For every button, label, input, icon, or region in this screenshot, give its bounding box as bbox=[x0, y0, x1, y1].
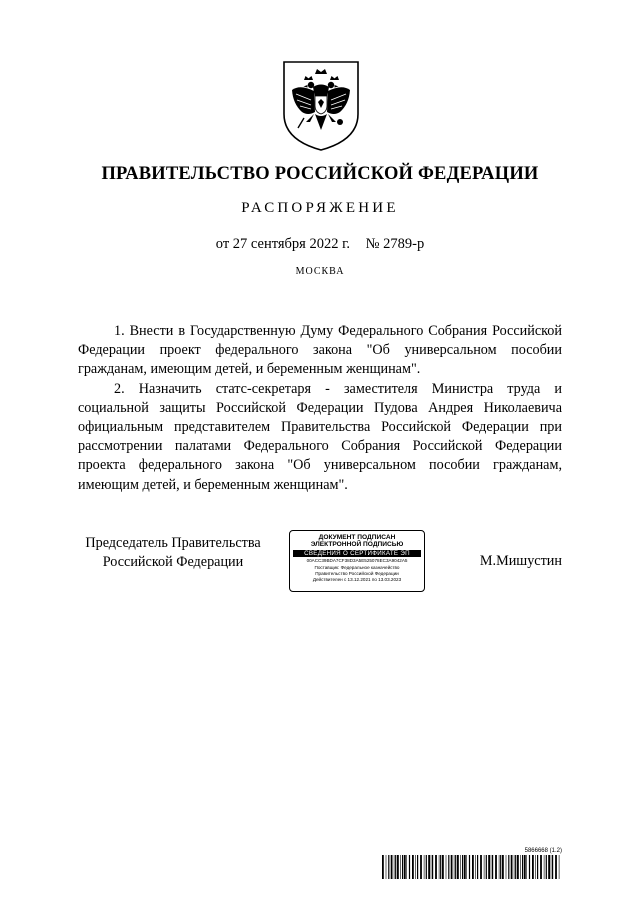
barcode-bar bbox=[524, 855, 526, 879]
barcode-bar bbox=[559, 855, 560, 879]
barcode-bar bbox=[417, 855, 418, 879]
barcode-bar bbox=[435, 855, 437, 879]
signatory-name: М.Мишустин bbox=[479, 553, 562, 569]
barcode-bar bbox=[446, 855, 447, 879]
stamp-serial: 00ACC39BDA7CF38D3A5E525078EC3A9042A5 bbox=[306, 558, 408, 564]
barcode-bar bbox=[522, 855, 523, 879]
barcode-bar bbox=[532, 855, 534, 879]
city: МОСКВА bbox=[295, 266, 345, 277]
barcode-bar bbox=[555, 855, 557, 879]
paragraph-2: 2. Назначить статс-секретаря - заместителя Министра труда и социальной защиты Российской Федерации Пудова Андрея Николаевича официальным представителем Правительства Российской Федерации при рассмотрении палатами Федерального Собрания Российской Федерации проекта федерального закона "Об универсальном пособии гражданам, имеющим детей, и беременным женщинам". bbox=[78, 380, 562, 493]
barcode-bar bbox=[537, 855, 538, 879]
barcode-bar bbox=[454, 855, 455, 879]
barcode-bar bbox=[440, 855, 441, 879]
barcode-bar bbox=[424, 855, 425, 879]
barcode-bar bbox=[551, 855, 552, 879]
barcode-bar bbox=[455, 855, 456, 879]
barcode-bar bbox=[412, 855, 414, 879]
barcode-bar bbox=[486, 855, 487, 879]
barcode-bar bbox=[394, 855, 395, 879]
barcode-icon bbox=[382, 855, 562, 879]
barcode-bar bbox=[469, 855, 470, 879]
barcode-bar bbox=[431, 855, 432, 879]
stamp-title-line2: ЭЛЕКТРОННОЙ ПОДПИСЬЮ bbox=[310, 541, 404, 549]
barcode-bar bbox=[515, 855, 516, 879]
barcode-bar bbox=[442, 855, 444, 879]
barcode-bar bbox=[499, 855, 500, 879]
number-sign: № bbox=[365, 236, 380, 252]
barcode-bar bbox=[535, 855, 536, 879]
barcode-bar bbox=[426, 855, 427, 879]
barcode-bar bbox=[415, 855, 416, 879]
barcode-bar bbox=[388, 855, 389, 879]
barcode-bar bbox=[420, 855, 422, 879]
barcode-bar bbox=[382, 855, 384, 879]
government-title: ПРАВИТЕЛЬСТВО РОССИЙСКОЙ ФЕДЕРАЦИИ bbox=[101, 164, 539, 184]
barcode-bar bbox=[520, 855, 521, 879]
barcode-bar bbox=[552, 855, 553, 879]
barcode-bar bbox=[432, 855, 433, 879]
barcode-bar bbox=[428, 855, 430, 879]
stamp-certificate-band: СВЕДЕНИЯ О СЕРТИФИКАТЕ ЭП bbox=[293, 550, 421, 558]
russian-coat-of-arms-icon bbox=[280, 58, 362, 152]
barcode-bar bbox=[544, 855, 545, 879]
barcode-bar bbox=[395, 855, 396, 879]
barcode-bar bbox=[502, 855, 504, 879]
stamp-validity: Действителен с 13.12.2021 по 13.03.2023 bbox=[312, 577, 402, 583]
barcode-bar bbox=[540, 855, 542, 879]
barcode-bar bbox=[491, 855, 492, 879]
barcode-bar bbox=[404, 855, 406, 879]
barcode-bar bbox=[484, 855, 485, 879]
stamp-title-line1: ДОКУМЕНТ ПОДПИСАН bbox=[318, 534, 396, 541]
barcode-bar bbox=[451, 855, 453, 879]
signatory-role-line1: Председатель Правительства bbox=[85, 535, 261, 551]
paragraph-1: 1. Внести в Государственную Думу Федерального Собрания Российской Федерации проект федерального закона "Об универсальном пособии гражданам, имеющим детей, и беременным женщинам". bbox=[78, 323, 562, 378]
barcode-bar bbox=[480, 855, 482, 879]
barcode-bar bbox=[475, 855, 476, 879]
barcode-bar bbox=[495, 855, 497, 879]
barcode-bar bbox=[448, 855, 449, 879]
barcode-bar bbox=[464, 855, 466, 879]
barcode-bar bbox=[409, 855, 410, 879]
barcode-bar bbox=[439, 855, 440, 879]
document-date: от 27 сентября 2022 г. bbox=[215, 236, 351, 252]
barcode-bar bbox=[546, 855, 547, 879]
barcode-bar bbox=[397, 855, 399, 879]
barcode-bar bbox=[492, 855, 493, 879]
barcode-bar bbox=[529, 855, 530, 879]
barcode-bar bbox=[402, 855, 403, 879]
document-type: РАСПОРЯЖЕНИЕ bbox=[241, 200, 399, 216]
signatory-role bbox=[78, 534, 268, 572]
stamp-owner: Правительство Российской Федерации bbox=[315, 570, 399, 576]
date-number-line bbox=[0, 236, 640, 253]
barcode-bar bbox=[386, 855, 387, 879]
document-body bbox=[78, 322, 562, 495]
electronic-signature-stamp bbox=[289, 530, 425, 592]
barcode-bar bbox=[506, 855, 507, 879]
document-number: 2789-р bbox=[383, 236, 425, 252]
barcode-bar bbox=[391, 855, 393, 879]
barcode-bar bbox=[508, 855, 509, 879]
barcode-bar bbox=[406, 855, 407, 879]
stamp-issuer: Поставщик: Федеральное казначейство bbox=[314, 564, 400, 570]
barcode-bar bbox=[466, 855, 467, 879]
barcode-bar bbox=[472, 855, 474, 879]
barcode-bar bbox=[517, 855, 519, 879]
barcode-bar bbox=[526, 855, 527, 879]
barcode-bar bbox=[488, 855, 490, 879]
barcode-bar bbox=[457, 855, 459, 879]
barcode-bar bbox=[514, 855, 515, 879]
barcode-bar bbox=[477, 855, 478, 879]
signatory-role-line2: Российской Федерации bbox=[102, 554, 244, 570]
barcode-bar bbox=[460, 855, 461, 879]
barcode-bar bbox=[548, 855, 550, 879]
barcode-bar bbox=[500, 855, 501, 879]
barcode-bar bbox=[511, 855, 513, 879]
barcode-bar bbox=[462, 855, 463, 879]
document-code: 5866668 (1.2) bbox=[524, 848, 562, 854]
barcode-bar bbox=[400, 855, 401, 879]
